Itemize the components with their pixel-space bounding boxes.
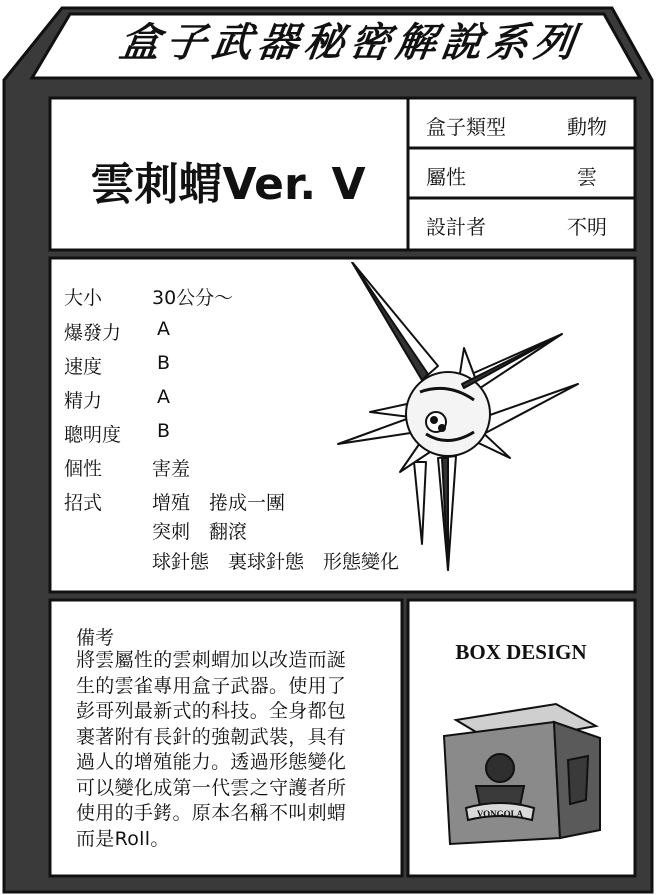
notes-line: 使用的手銬。原本名稱不叫刺蝟: [76, 802, 347, 824]
info-key-attribute: 屬性: [426, 165, 466, 189]
stat-value-power: A: [157, 318, 170, 340]
notes-line: 而是Roll。: [76, 827, 170, 850]
notes-line: 裹著附有長針的強韌武裝，具有: [76, 725, 347, 748]
stat-value-speed: B: [157, 352, 171, 374]
notes-text: [76, 648, 394, 852]
weapon-name: 雲刺蝟Ver. V: [90, 159, 366, 210]
info-value-designer: 不明: [567, 215, 607, 239]
notes-line: 可以變化成第一代雲之守護者所: [76, 776, 347, 799]
info-value-attribute: 雲: [577, 165, 597, 189]
stat-label-power: 爆發力: [64, 322, 122, 344]
stat-label-moves: 招式: [64, 492, 103, 514]
stat-label-stamina: 精力: [64, 390, 103, 412]
stat-label-speed: 速度: [64, 356, 103, 378]
box-emblem-text: VONGOLA: [476, 809, 524, 819]
notes-label: 備考: [76, 627, 115, 649]
notes-line: 過人的增殖能力。透過形態變化: [76, 751, 347, 773]
stat-value-moves-2: 突刺 翻滾: [152, 521, 248, 543]
stat-label-intelligence: 聰明度: [64, 424, 122, 446]
stat-value-size: 30公分～: [152, 287, 234, 309]
stat-value-moves-3: 球針態 裏球針態 形態變化: [152, 551, 400, 573]
box-design-title: BOX DESIGN: [455, 640, 587, 664]
notes-line: 生的雲雀專用盒子武器。使用了: [76, 674, 347, 697]
stat-label-personality: 個性: [64, 458, 103, 480]
stat-value-moves-1: 增殖 捲成一團: [152, 492, 286, 514]
hedgehog-spike-ball-icon: [330, 262, 590, 572]
info-key-box-type: 盒子類型: [426, 115, 506, 139]
banner-title: 盒子武器秘密解說系列: [116, 20, 584, 66]
stat-value-intelligence: B: [157, 420, 171, 442]
stat-value-stamina: A: [157, 386, 170, 408]
info-key-designer: 設計者: [426, 215, 486, 239]
notes-line: 將雲屬性的雲刺蝟加以改造而誕: [76, 649, 347, 671]
notes-line: 彭哥列最新式的科技。全身都包: [76, 700, 347, 722]
vongola-box-icon: [436, 690, 608, 850]
stat-label-size: 大小: [64, 287, 103, 309]
stat-value-personality: 害羞: [152, 458, 191, 480]
info-value-box-type: 動物: [567, 115, 607, 139]
